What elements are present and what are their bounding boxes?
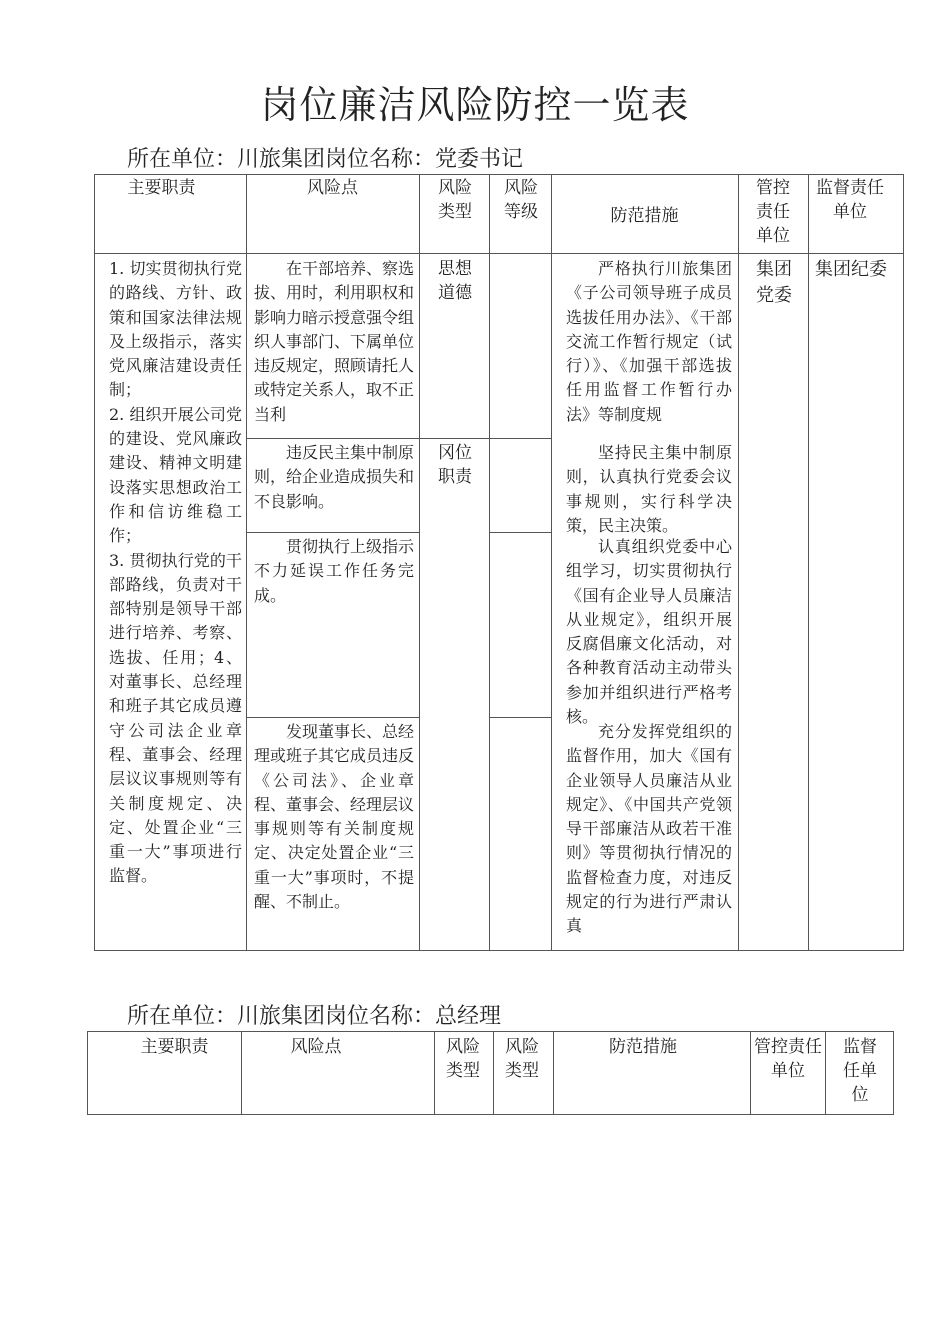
supervise-unit-value: 集团纪委	[815, 259, 887, 280]
s2-header-control-unit: 管控责任单位	[754, 1037, 822, 1081]
header-risk-level: 风险等级	[504, 178, 538, 222]
document-title: 岗位廉洁风险防控一览表	[260, 83, 690, 127]
measures-1: 严格执行川旅集团《子公司领导班子成员选拔任用办法》、《干部交流工作暂行规定（试行）》、《加强干部选拔任用监督工作暂行办法》等制度规	[566, 259, 732, 424]
s2-header-supervise-unit: 监督任单位	[843, 1037, 877, 1105]
s2-header-risk-type: 风险类型	[446, 1037, 480, 1081]
section2-unit-line: 所在单位：川旅集团岗位名称：总经理	[127, 1004, 502, 1029]
measures-2: 坚持民主集中制原则，认真执行党委会议事规则，实行科学决策，民主决策。	[566, 443, 732, 535]
header-risk-point: 风险点	[307, 178, 358, 198]
risk-type-2: 冈位职责	[438, 443, 472, 487]
s2-header-duty: 主要职责	[140, 1037, 209, 1057]
s2-header-risk-point: 风险点	[290, 1037, 342, 1057]
risk-point-3: 贯彻执行上级指示不力延误工作任务完成。	[254, 537, 415, 605]
measures-3: 认真组织党委中心组学习，切实贯彻执行《国有企业导人员廉洁从业规定》，组织开展反腐倡廉文化活动，对各种教育活动主动带头参加并组织进行严格考核。	[566, 537, 732, 727]
risk-point-4: 发现董事长、总经理或班子其它成员违反《公司法》、企业章程、董事会、经理层议事规则等有关制度规定、决定处置企业“三重一大”事项时，不提醒、不制止。	[254, 722, 415, 912]
header-control-unit: 管控责任单位	[756, 178, 790, 246]
s2-header-measures: 防范措施	[609, 1037, 677, 1057]
section1-unit-line: 所在单位：川旅集团岗位名称：党委书记	[127, 147, 524, 172]
risk-type-1: 思想道德	[438, 259, 472, 303]
s2-header-risk-type-2: 风险类型	[505, 1037, 539, 1081]
risk-point-1: 在干部培养、察选拔、用时，利用职权和影响力暗示授意强令组织人事部门、下属单位违反规定，照顾请托人或特定关系人，取不正当利	[254, 259, 414, 424]
header-supervise-unit: 监督责任单位	[816, 178, 884, 222]
control-unit-value: 集团党委	[756, 259, 792, 306]
header-measures: 防范措施	[610, 206, 679, 226]
risk-point-2: 违反民主集中制原则，给企业造成损失和不良影响。	[254, 443, 415, 511]
measures-4: 充分发挥党组织的监督作用，加大《国有企业领导人员廉洁从业规定》、《中国共产党领导干部廉洁从政若干准则》等贯彻执行情况的监督检查力度，对违反规定的行为进行严肃认真	[566, 722, 732, 936]
duties-text: 1. 切实贯彻执行党的路线、方针、政策和国家法律法规及上级指示，落实党风廉洁建设责任制； 2. 组织开展公司党的建设、党风廉政建设、精神文明建设落实思想政治工作和信访维稳工作； 3. 贯彻执行党的干部路线，负责对干部特别是领导干部进行培养、考察、选拔、任用；4、对董事长、总经理和班子其它成员遵守公司法企业章程、董事会、经理层议议事规则等有关制度规定、决定、处置企业“三重一大”事项进行监督。	[109, 259, 242, 886]
header-risk-type: 风险类型	[438, 178, 472, 222]
header-duty: 主要职责	[127, 178, 196, 198]
